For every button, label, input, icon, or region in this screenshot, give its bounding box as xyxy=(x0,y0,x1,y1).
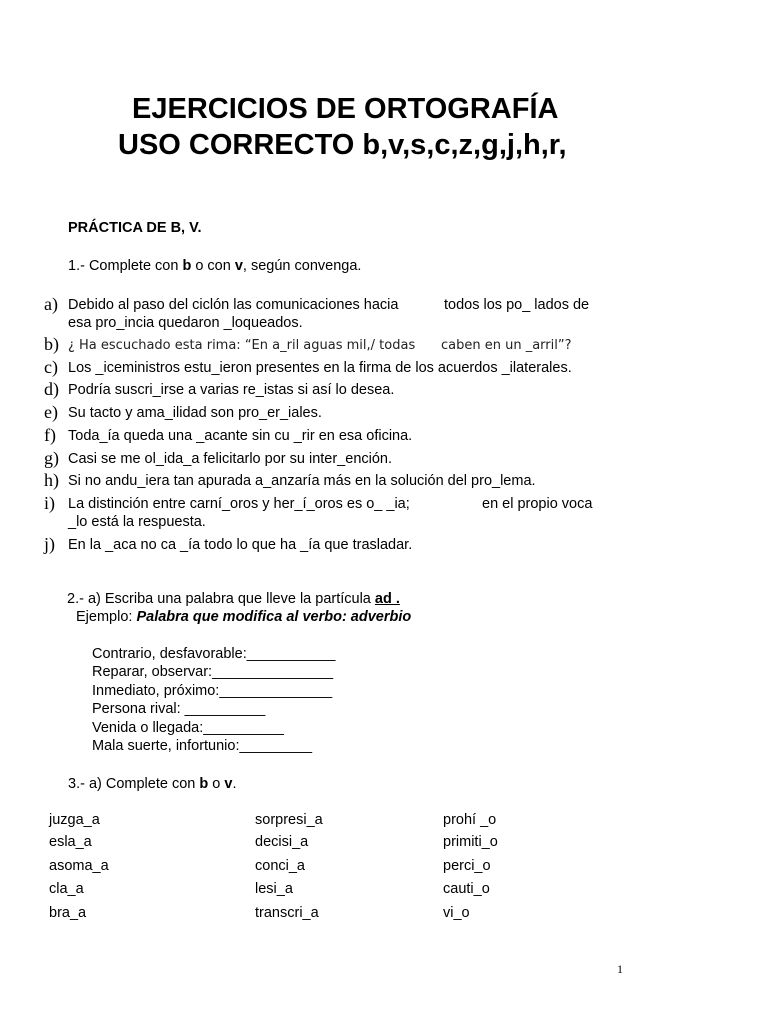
word-item: cauti_o xyxy=(443,881,490,897)
item-letter: d) xyxy=(44,379,59,399)
word-item: lesi_a xyxy=(255,881,293,897)
q1-v: v xyxy=(234,258,243,274)
item-text: todos los po_ lados de xyxy=(444,297,590,313)
item-text: Casi se me ol_ida_a felicitarlo por su inter_ención. xyxy=(68,451,393,467)
word-item: bra_a xyxy=(49,905,87,921)
q1-mid: o con xyxy=(191,258,235,274)
word-item: conci_a xyxy=(255,858,305,874)
question-2 xyxy=(67,590,400,608)
word-item: juzga_a xyxy=(49,812,100,828)
item-letter: f) xyxy=(44,425,56,445)
item-letter: j) xyxy=(44,534,55,554)
word-item: cla_a xyxy=(49,881,84,897)
item-text: Debido al paso del ciclón las comunicaciones hacia xyxy=(68,297,399,313)
word-item: primiti_o xyxy=(443,834,498,850)
q1-prefix: 1.- Complete con xyxy=(68,258,183,274)
example-line xyxy=(76,608,411,626)
item-text: caben en un _arril”? xyxy=(441,338,572,353)
word-item: sorpresi_a xyxy=(255,812,323,828)
definition-line: Reparar, observar:_______________ xyxy=(92,664,334,680)
question-1 xyxy=(68,257,361,275)
title-line-1: EJERCICIOS DE ORTOGRAFÍA xyxy=(132,93,559,125)
title-line-2: USO CORRECTO b,v,s,c,z,g,j,h,r, xyxy=(118,129,567,161)
item-text: esa pro_incia quedaron _loqueados. xyxy=(68,315,303,331)
item-text: Los _iceministros estu_ieron presentes en la firma de los acuerdos _ilaterales. xyxy=(68,360,572,376)
example-label: Ejemplo: xyxy=(76,609,137,625)
q3-prefix: 3.- a) Complete con xyxy=(68,776,200,792)
word-item: prohí _o xyxy=(443,812,497,828)
item-text: Toda_ía queda una _acante sin cu _rir en esa oficina. xyxy=(68,428,413,444)
word-item: vi_o xyxy=(443,905,470,921)
item-text: en el propio voca xyxy=(482,496,593,512)
item-text: Su tacto y ama_ilidad son pro_er_iales. xyxy=(68,405,322,421)
example-text: Palabra que modifica al verbo: adverbio xyxy=(136,609,412,625)
q3-b: b xyxy=(199,776,209,792)
item-text: _lo está la respuesta. xyxy=(68,514,206,530)
item-letter: c) xyxy=(44,357,58,377)
item-letter: i) xyxy=(44,493,55,513)
item-letter: b) xyxy=(44,334,59,354)
item-text: ¿ Ha escuchado esta rima: “En a_ril aguas mil,/ todas xyxy=(68,338,416,353)
item-letter: e) xyxy=(44,402,58,422)
item-letter: g) xyxy=(44,448,59,468)
word-item: esla_a xyxy=(49,834,92,850)
question-3 xyxy=(68,775,236,793)
q1-suffix: , según convenga. xyxy=(242,258,362,274)
q3-v: v xyxy=(224,776,233,792)
item-text: La distinción entre carní_oros y her_í_oros es o_ _ia; xyxy=(68,496,410,512)
item-text: Podría suscri_irse a varias re_istas si así lo desea. xyxy=(68,382,395,398)
item-letter: a) xyxy=(44,294,58,314)
word-item: perci_o xyxy=(443,858,491,874)
q2-prefix: 2.- a) Escriba una palabra que lleve la partícula xyxy=(67,591,375,607)
definition-line: Persona rival: __________ xyxy=(92,701,266,717)
definition-line: Contrario, desfavorable:___________ xyxy=(92,646,336,662)
item-text: Si no andu_iera tan apurada a_anzaría más en la solución del pro_lema. xyxy=(68,473,536,489)
section-heading: PRÁCTICA DE B, V. xyxy=(68,220,202,236)
item-letter: h) xyxy=(44,470,59,490)
item-text: En la _aca no ca _ía todo lo que ha _ía que trasladar. xyxy=(68,537,413,553)
page-number: 1 xyxy=(617,962,623,976)
q3-mid: o xyxy=(208,776,225,792)
word-item: asoma_a xyxy=(49,858,109,874)
q3-suffix: . xyxy=(232,776,237,792)
definition-line: Venida o llegada:__________ xyxy=(92,720,284,736)
word-item: decisi_a xyxy=(255,834,309,850)
q2-particle: ad . xyxy=(374,591,400,607)
word-item: transcri_a xyxy=(255,905,319,921)
definition-line: Inmediato, próximo:______________ xyxy=(92,683,333,699)
q1-b: b xyxy=(182,258,192,274)
definition-line: Mala suerte, infortunio:_________ xyxy=(92,738,313,754)
